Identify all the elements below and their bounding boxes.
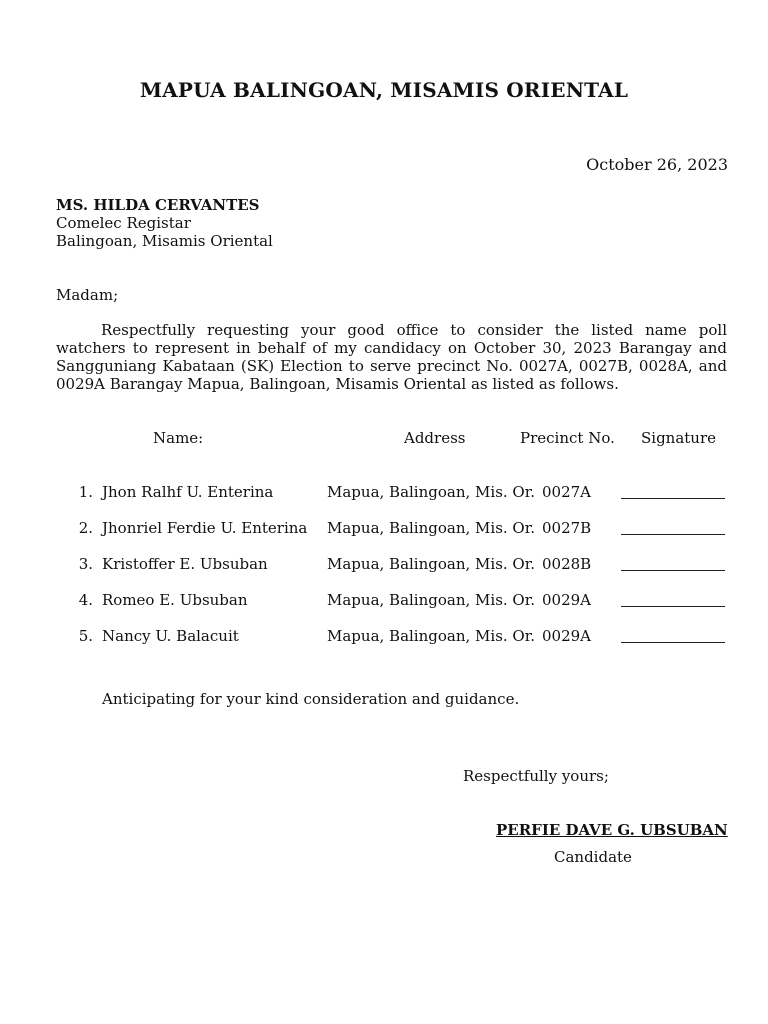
body-paragraph: Respectfully requesting your good office to consider the listed name poll watchers to represent in behalf of my candidacy on October 30, 2023 Barangay and Sangguniang Kabataan (SK) Election to serve precinct No. 0027A, 0027B, 0028A, and 0029A Barangay Mapua, Balingoan, Misamis Oriental as listed as follows. [56, 321, 727, 393]
signature-line [621, 520, 725, 539]
row-address: Mapua, Balingoan, Mis. Or. [327, 627, 536, 645]
row-number: 5. [78, 627, 93, 645]
row-name: Kristoffer E. Ubsuban [102, 555, 268, 573]
letter-date: October 26, 2023 [586, 155, 728, 174]
signature-line [621, 592, 725, 611]
signature-line [621, 484, 725, 503]
row-name: Jhon Ralhf U. Enterina [102, 483, 274, 501]
row-number: 3. [78, 555, 93, 573]
row-number: 1. [78, 483, 93, 501]
recipient-name: MS. HILDA CERVANTES [56, 196, 260, 214]
row-address: Mapua, Balingoan, Mis. Or. [327, 519, 536, 537]
row-precinct: 0029A [542, 627, 592, 645]
row-number: 4. [78, 591, 93, 609]
row-address: Mapua, Balingoan, Mis. Or. [327, 555, 536, 573]
row-name: Romeo E. Ubsuban [102, 591, 248, 609]
header-signature: Signature [641, 429, 717, 447]
page-title: MAPUA BALINGOAN, MISAMIS ORIENTAL [139, 78, 629, 102]
signature-line [621, 628, 725, 647]
recipient-position: Comelec Registar [56, 214, 191, 232]
signature-line [621, 556, 725, 575]
row-name: Nancy U. Balacuit [102, 627, 239, 645]
row-precinct: 0027B [542, 519, 592, 537]
row-precinct: 0027A [542, 483, 592, 501]
salutation: Madam; [56, 286, 119, 304]
signer-name: PERFIE DAVE G. UBSUBAN [496, 821, 728, 839]
closing-sentence: Anticipating for your kind consideration and guidance. [102, 690, 520, 708]
row-address: Mapua, Balingoan, Mis. Or. [327, 591, 536, 609]
recipient-block [56, 196, 273, 250]
recipient-location: Balingoan, Misamis Oriental [56, 232, 273, 250]
header-precinct: Precinct No. [520, 429, 615, 447]
header-address: Address [404, 429, 466, 447]
row-precinct: 0029A [542, 591, 592, 609]
row-name: Jhonriel Ferdie U. Enterina [102, 519, 308, 537]
header-name: Name: [153, 429, 204, 447]
row-number: 2. [78, 519, 93, 537]
complimentary-close: Respectfully yours; [463, 767, 609, 785]
row-precinct: 0028B [542, 555, 592, 573]
row-address: Mapua, Balingoan, Mis. Or. [327, 483, 536, 501]
signer-title: Candidate [554, 848, 632, 866]
